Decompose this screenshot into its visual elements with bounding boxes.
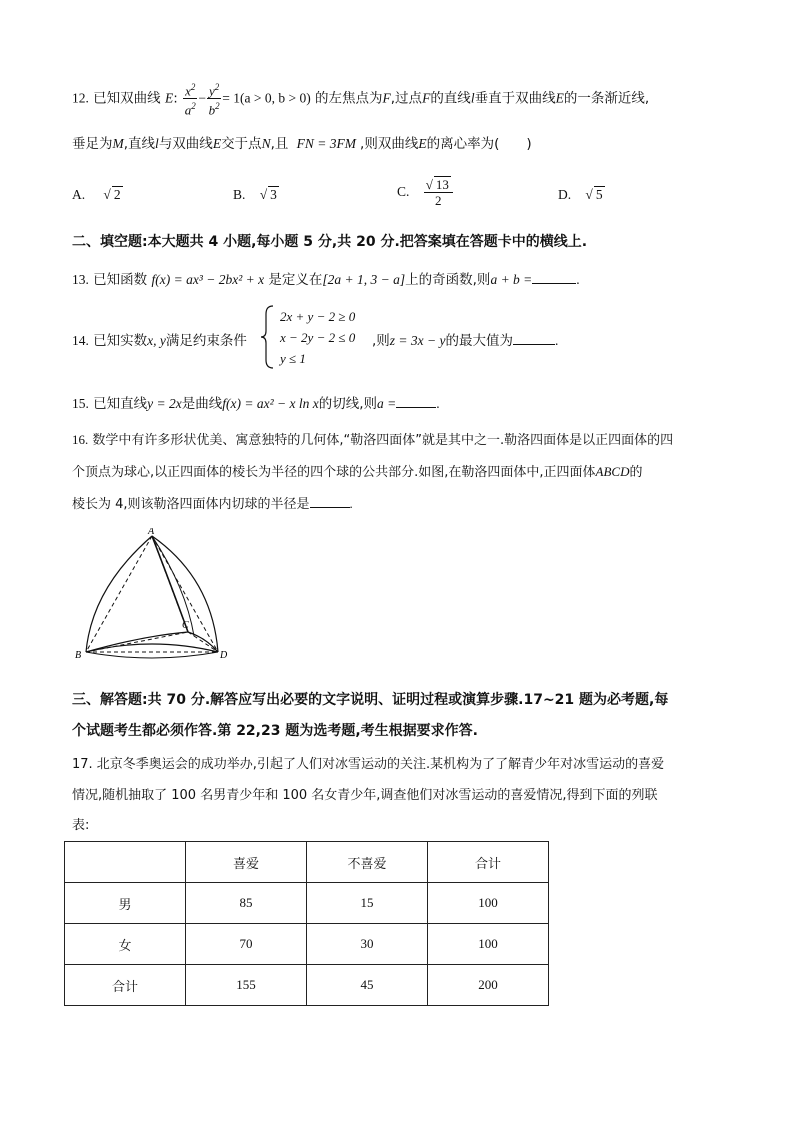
q12-text: 与双曲线 bbox=[158, 136, 213, 152]
q13-text: . bbox=[576, 272, 580, 287]
table-cell: 15 bbox=[307, 883, 428, 924]
q12-option-d: D. √ 5 bbox=[558, 187, 603, 202]
q15-line bbox=[72, 394, 440, 414]
option-value: 3 bbox=[270, 187, 277, 202]
q16-number: 16. bbox=[72, 432, 89, 447]
q12-curve-name: E bbox=[212, 136, 222, 151]
table-header-cell: 不喜爱 bbox=[307, 842, 428, 883]
q14-constraints bbox=[280, 306, 355, 369]
option-label: A. bbox=[72, 187, 86, 202]
q16-text: 棱长为 4,则该勒洛四面体内切球的半径是 bbox=[72, 497, 310, 512]
table-header-cell bbox=[65, 842, 186, 883]
table-row bbox=[65, 965, 549, 1006]
q15-number: 15. bbox=[72, 396, 89, 411]
q17-text: 表: bbox=[72, 818, 90, 833]
q15-line-equation: y = 2x bbox=[147, 396, 182, 411]
q15-text: . bbox=[436, 396, 440, 411]
q14-number: 14. bbox=[72, 333, 89, 348]
q16-answer-blank[interactable] bbox=[310, 495, 350, 508]
table-cell: 70 bbox=[186, 924, 307, 965]
q12-text: 的直线 bbox=[430, 90, 471, 107]
vertex-label-d: D bbox=[220, 650, 228, 661]
q12-focus: F bbox=[422, 90, 431, 106]
table-cell: 85 bbox=[186, 883, 307, 924]
q14-answer-blank[interactable] bbox=[513, 332, 555, 345]
q16-text: . bbox=[349, 496, 353, 511]
q12-vector-equation: FN = 3FM bbox=[296, 136, 357, 151]
table-row bbox=[65, 883, 549, 924]
section3-title-line2: 个试题考生都必须作答.第 22,23 题为选考题,考生根据要求作答. bbox=[72, 723, 478, 739]
q14-text: 满足约束条件 bbox=[165, 333, 247, 349]
option-value: 5 bbox=[595, 187, 603, 202]
q14-constraint: x − 2y − 2 ≤ 0 bbox=[280, 330, 356, 345]
table-cell: 200 bbox=[428, 965, 549, 1006]
q12-text: ,直线 bbox=[123, 136, 156, 152]
q12-curve-name: E bbox=[164, 90, 174, 106]
q16-text: 数学中有许多形状优美、寓意独特的几何体,“勒洛四面体”就是其中之一.勒洛四面体是以正四面体的四 bbox=[92, 433, 674, 448]
q12-option-c: C. $\frac{√ 13}{2}$ bbox=[397, 176, 454, 208]
q12-option-a: A. √ 2 bbox=[72, 187, 121, 202]
q15-expression: a = bbox=[377, 396, 397, 411]
q12-line-name: l bbox=[155, 136, 159, 151]
q17-line2 bbox=[72, 786, 658, 806]
q14-brace bbox=[260, 304, 276, 370]
q17-text: 17. 北京冬季奥运会的成功举办,引起了人们对冰雪运动的关注.某机构为了了解青少年对冰雪运动的喜爱 bbox=[72, 757, 665, 772]
vertex-label-c: C bbox=[182, 620, 189, 631]
q12-text: ,则双曲线 bbox=[360, 136, 419, 152]
q12-text: ,且 bbox=[270, 136, 289, 152]
q13-line bbox=[72, 270, 580, 290]
q17-text: 情况,随机抽取了 100 名男青少年和 100 名女青少年,调查他们对冰雪运动的喜爱情况,得到下面的列联 bbox=[72, 788, 658, 803]
q12-option-b: B. √ 3 bbox=[233, 187, 277, 202]
table-cell: 100 bbox=[428, 883, 549, 924]
q16-text: 的 bbox=[629, 465, 643, 480]
q13-expression: a + b = bbox=[490, 272, 533, 287]
q14-line-tail bbox=[372, 331, 558, 351]
table-cell: 合计 bbox=[65, 965, 186, 1006]
table-cell: 100 bbox=[428, 924, 549, 965]
option-value: 2 bbox=[435, 193, 442, 208]
table-row bbox=[65, 924, 549, 965]
section3-title-line1: 三、解答题:共 70 分.解答应写出必要的文字说明、证明过程或演算步骤.17~21 题为必考题,每 bbox=[72, 692, 669, 708]
q14-text: 已知实数 bbox=[93, 333, 148, 349]
vertex-label-b: B bbox=[75, 650, 82, 661]
section2-title: 二、填空题:本大题共 4 小题,每小题 5 分,共 20 分.把答案填在答题卡中的横线上. bbox=[72, 234, 588, 250]
q15-text: 是曲线 bbox=[181, 396, 223, 412]
option-value: 2 bbox=[113, 187, 121, 202]
contingency-table bbox=[64, 841, 549, 1006]
q15-text: 已知直线 bbox=[93, 396, 148, 412]
q13-text: 已知函数 bbox=[93, 272, 148, 288]
option-label: D. bbox=[558, 187, 572, 202]
q12-text: 的一条渐近线, bbox=[563, 90, 650, 107]
option-label: C. bbox=[397, 184, 410, 199]
q15-curve-equation: f(x) = ax² − x ln x bbox=[222, 396, 319, 411]
table-header-row bbox=[65, 842, 549, 883]
q14-line bbox=[72, 331, 247, 351]
q13-text: 是定义在 bbox=[268, 272, 323, 288]
q12-text: 垂足为 bbox=[72, 136, 113, 152]
table-cell: 45 bbox=[307, 965, 428, 1006]
q13-number: 13. bbox=[72, 272, 89, 287]
q12-line2 bbox=[72, 134, 532, 154]
table-cell: 女 bbox=[65, 924, 186, 965]
q13-answer-blank[interactable] bbox=[532, 271, 576, 284]
table-cell: 男 bbox=[65, 883, 186, 924]
q13-text: 上的奇函数,则 bbox=[405, 272, 491, 288]
q12-curve-name: E bbox=[418, 136, 427, 151]
q14-text: 的最大值为 bbox=[445, 333, 514, 349]
table-header-cell: 喜爱 bbox=[186, 842, 307, 883]
q12-text: 的左焦点为 bbox=[315, 90, 383, 107]
q14-text: . bbox=[555, 333, 559, 348]
q12-text: ,过点 bbox=[390, 90, 423, 107]
option-value: 13 bbox=[435, 177, 449, 192]
q12-text: 已知双曲线 bbox=[93, 90, 161, 107]
q16-tetrahedron: ABCD bbox=[595, 464, 630, 479]
q12-text: 的离心率为( ) bbox=[426, 136, 532, 152]
q12-line-name: l bbox=[470, 90, 475, 106]
q16-text: 个顶点为球心,以正四面体的棱长为半径的四个球的公共部分.如图,在勒洛四面体中,正四面体 bbox=[72, 465, 596, 480]
q14-text: ,则 bbox=[372, 333, 390, 349]
q14-vars: x, y bbox=[147, 333, 166, 348]
q12-point-m: M bbox=[112, 136, 124, 151]
reuleaux-tetrahedron-figure bbox=[72, 528, 242, 668]
q12-focus: F bbox=[382, 90, 391, 106]
option-label: B. bbox=[233, 187, 246, 202]
q16-line3 bbox=[72, 494, 353, 515]
table-header-cell: 合计 bbox=[428, 842, 549, 883]
q15-answer-blank[interactable] bbox=[396, 395, 436, 408]
table-cell: 155 bbox=[186, 965, 307, 1006]
vertex-label-a: A bbox=[148, 528, 155, 537]
q15-text: 的切线,则 bbox=[318, 396, 378, 412]
q14-constraint: y ≤ 1 bbox=[280, 351, 306, 366]
q12-text: 交于点 bbox=[221, 136, 262, 152]
q13-interval: [2a + 1, 3 − a] bbox=[322, 272, 406, 287]
q12-point-n: N bbox=[261, 136, 271, 151]
q12-eq-condition: = 1(a > 0, b > 0) bbox=[222, 90, 311, 106]
q13-function: f(x) = ax³ − 2bx² + x bbox=[151, 272, 265, 287]
q14-constraint: 2x + y − 2 ≥ 0 bbox=[280, 309, 356, 324]
q12-frac-y: $\frac{y^2}{b^2}$ bbox=[208, 82, 220, 118]
table-cell: 30 bbox=[307, 924, 428, 965]
q12-frac-x: $\frac{x^2}{a^2}$ bbox=[184, 82, 196, 118]
q14-objective: z = 3x − y bbox=[389, 333, 446, 348]
q12-curve-name: E bbox=[555, 90, 564, 106]
q17-line3 bbox=[72, 816, 89, 836]
q12-line1: 12. 已知双曲线 E: $\frac{x^2}{a^2}$ − $\frac{y^2}{b^2}$ = 1(a > 0, b > 0) 的左焦点为F,过点F的直线l垂直于双曲线E的一条渐近线, bbox=[72, 82, 650, 118]
q16-line2 bbox=[72, 462, 643, 483]
q16-line1 bbox=[72, 430, 673, 451]
q12-text: 垂直于双曲线 bbox=[474, 90, 556, 107]
q17-line1 bbox=[72, 755, 664, 775]
q12-number: 12. bbox=[72, 90, 89, 106]
